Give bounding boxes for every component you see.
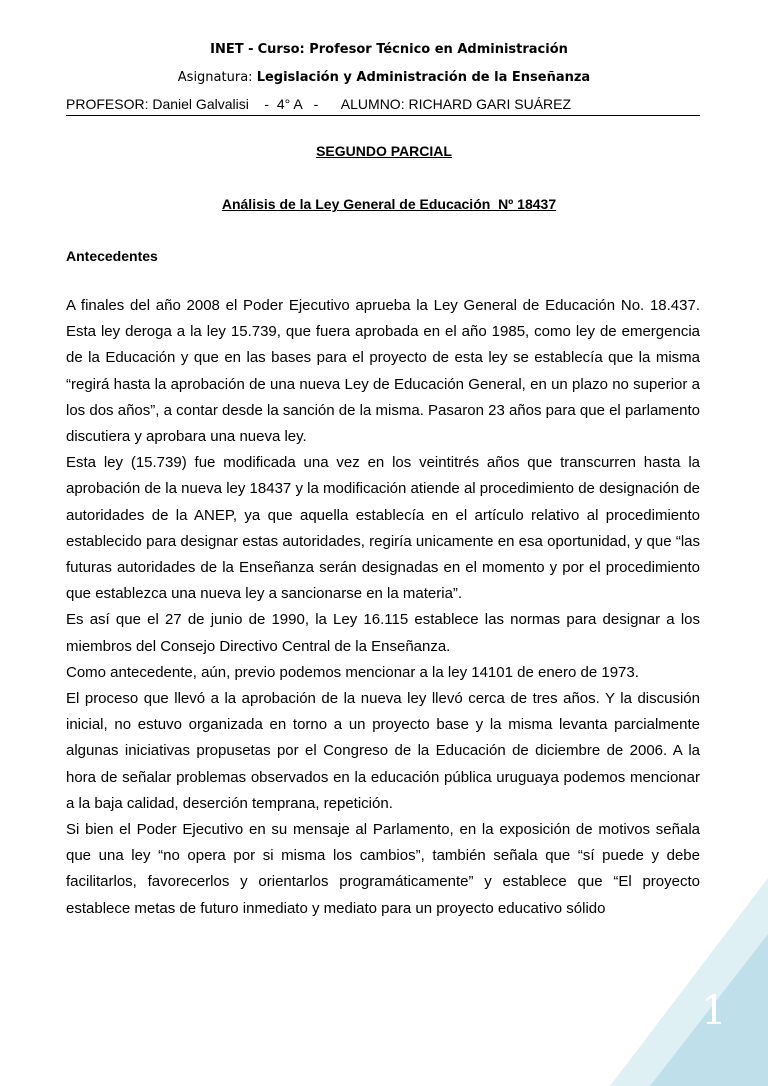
course-name: Curso: Profesor Técnico en Administración: [257, 42, 568, 57]
body-text: [66, 293, 700, 922]
document-subtitle-text: Análisis de la Ley General de Educación Nº 18437: [221, 196, 557, 212]
section-heading: Antecedentes: [66, 248, 158, 264]
header-divider: [66, 115, 700, 116]
paragraph: El proceso que llevó a la aprobación de la nueva ley llevó cerca de tres años. Y la discusión inicial, no estuvo organizada en torno a un proyecto base y la misma levanta parcialmente algunas iniciativas propusetas por el Congreso de la Educación de diciembre de 2006. A la hora de señalar problemas observados en la educación pública uruguaya podemos mencionar a la baja calidad, deserción temprana, repetición.: [66, 690, 700, 812]
subject-name: Legislación y Administración de la Enseñanza: [256, 70, 591, 85]
paragraph: Como antecedente, aún, previo podemos mencionar a la ley 14101 de enero de 1973.: [66, 663, 639, 681]
paragraph: Si bien el Poder Ejecutivo en su mensaje al Parlamento, en la exposición de motivos señala que una ley “no opera por si misma los cambios”, también señala que “sí puede y debe facilitarlos, favorecerlos y orientarlos programáticamente” y establece que “El proyecto establece metas de futuro inmediato y mediato para un proyecto educativo sólido: [66, 821, 700, 917]
paragraph: A finales del año 2008 el Poder Ejecutivo aprueba la Ley General de Educación No. 18.437. Esta ley deroga a la ley 15.739, que fuera aprobada en el año 1985, como ley de emergencia de la Educación y que en las bases para el proyecto de esta ley se establecía que la misma “regirá hasta la aprobación de una nueva Ley de Educación General, en un plazo no superior a los dos años”, a contar desde la sanción de la misma. Pasaron 23 años para que el parlamento discutiera y aprobara una nueva ley.: [66, 297, 700, 446]
document-subtitle: [0, 196, 768, 212]
subject-header: [0, 70, 768, 85]
subject-label: Asignatura:: [177, 70, 253, 85]
professor-student-line: PROFESOR: Daniel Galvalisi - 4° A - ALUMNO: RICHARD GARI SUÁREZ: [66, 96, 572, 112]
page-corner-decoration: [610, 878, 768, 1086]
paragraph: Es así que el 27 de junio de 1990, la Ley 16.115 establece las normas para designar a los miembros del Consejo Directivo Central de la Enseñanza.: [66, 611, 700, 655]
document-title: SEGUNDO PARCIAL: [316, 143, 452, 159]
paragraph: Esta ley (15.739) fue modificada una vez en los veintitrés años que transcurren hasta la aprobación de la nueva ley 18437 y la modificación atiende al procedimiento de designación de autoridades de la ANEP, ya que aquella establecía en el artículo relativo al procedimiento establecido para designar estas autoridades, regiría unicamente en esa oportunidad, y que “las futuras autoridades de la Enseñanza serán designadas en el momento y por el procedimiento que establezca una nueva ley a sancionarse en la materia”.: [66, 454, 700, 603]
institute-name: INET -: [210, 42, 254, 57]
page-number: 1: [701, 988, 727, 1034]
course-header: [5, 42, 768, 57]
